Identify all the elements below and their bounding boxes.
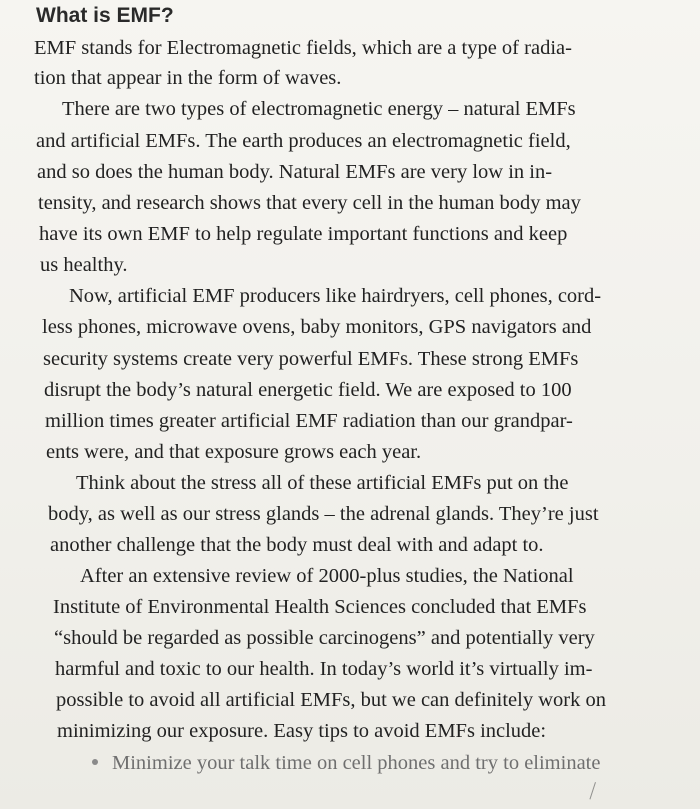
bullet-item (92, 749, 600, 777)
text-line: body, as well as our stress glands – the adrenal glands. They’re just (48, 503, 599, 525)
text-line: have its own EMF to help regulate important functions and keep (39, 223, 568, 245)
text-line: possible to avoid all artificial EMFs, but we can definitely work on (56, 689, 606, 711)
text-line: less phones, microwave ovens, baby monitors, GPS navigators and (42, 316, 592, 338)
text-line: us healthy. (40, 254, 128, 276)
text-line: Now, artificial EMF producers like hairdryers, cell phones, cord- (69, 285, 602, 307)
bullet-text: Minimize your talk time on cell phones and try to eliminate (112, 752, 601, 774)
text-line: tensity, and research shows that every cell in the human body may (38, 192, 581, 214)
text-line: There are two types of electromagnetic energy – natural EMFs (62, 98, 576, 120)
section-heading: What is EMF? (36, 4, 174, 27)
text-line: EMF stands for Electromagnetic fields, which are a type of radia- (34, 37, 572, 59)
text-line: another challenge that the body must deal with and adapt to. (50, 534, 544, 556)
bullet-dot-icon (92, 759, 98, 765)
text-line: harmful and toxic to our health. In today’s world it’s virtually im- (55, 658, 593, 680)
text-line: Think about the stress all of these artificial EMFs put on the (76, 472, 569, 494)
text-line: tion that appear in the form of waves. (34, 67, 342, 89)
text-line: “should be regarded as possible carcinogens” and potentially very (54, 627, 595, 649)
text-line: After an extensive review of 2000-plus studies, the National (80, 565, 574, 587)
text-line: minimizing our exposure. Easy tips to avoid EMFs include: (57, 720, 547, 742)
text-line: disrupt the body’s natural energetic field. We are exposed to 100 (44, 379, 572, 401)
text-line: ents were, and that exposure grows each year. (46, 441, 422, 463)
text-line: and artificial EMFs. The earth produces an electromagnetic field, (36, 130, 571, 152)
text-line: and so does the human body. Natural EMFs are very low in in- (37, 161, 553, 183)
text-line: million times greater artificial EMF radiation than our grandpar- (45, 410, 573, 432)
text-line: security systems create very powerful EMFs. These strong EMFs (43, 348, 579, 370)
pen-mark (589, 782, 603, 802)
text-line: Institute of Environmental Health Sciences concluded that EMFs (53, 596, 587, 618)
